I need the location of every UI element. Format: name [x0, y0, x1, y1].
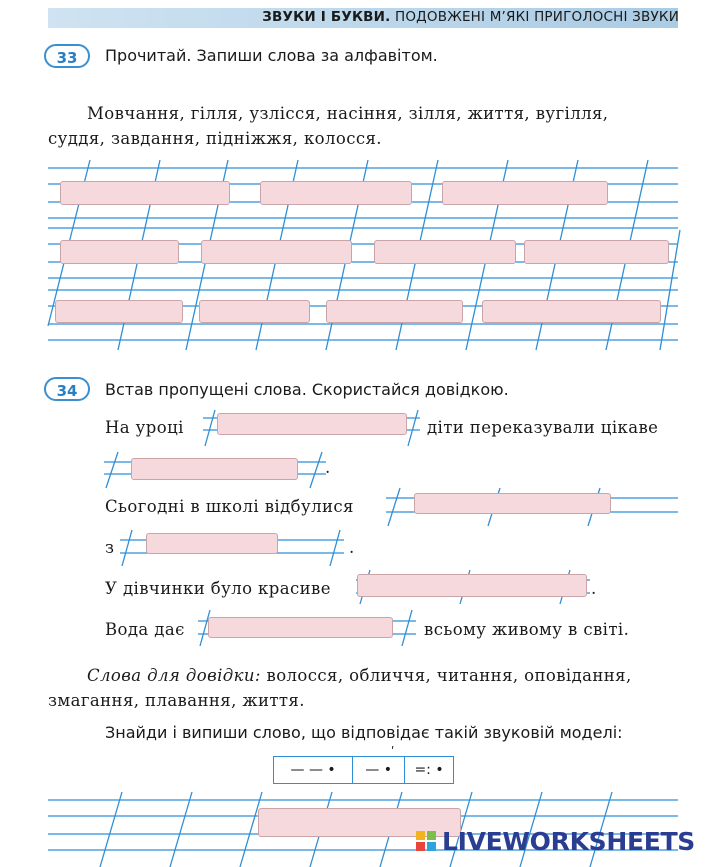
sound-model-part-3: =: • [414, 762, 444, 778]
answer-field-34-4[interactable] [146, 533, 278, 554]
answer-field-34-5[interactable] [357, 574, 587, 597]
answer-field-33-1[interactable] [60, 181, 230, 205]
answer-field-33-3[interactable] [442, 181, 608, 205]
answer-field-33-6[interactable] [374, 240, 516, 264]
sentence-3-end: . [591, 579, 597, 598]
sentence-1-start: На уроці [105, 418, 184, 437]
section-title-rest: ПОДОВЖЕНІ М’ЯКІ ПРИГОЛОСНІ ЗВУКИ [395, 9, 679, 25]
exercise-34-number: 34 [44, 377, 90, 401]
section-title-bold: ЗВУКИ І БУКВИ. [262, 9, 391, 25]
sentence-4-start: Вода дає [105, 620, 185, 639]
answer-field-33-9[interactable] [199, 300, 310, 323]
exercise-34-instruction: Встав пропущені слова. Скористайся довідкою. [105, 380, 509, 399]
answer-field-34-3[interactable] [414, 493, 611, 514]
sound-model-task: Знайди і випиши слово, що відповідає такій звуковій моделі: [105, 723, 623, 742]
sentence-4-end: всьому живому в світі. [424, 620, 630, 639]
answer-field-33-8[interactable] [55, 300, 183, 323]
answer-field-33-10[interactable] [326, 300, 463, 323]
hint-line-2: змагання, плавання, життя. [48, 691, 305, 710]
sentence-3-start: У дівчинки було красиве [105, 579, 331, 598]
answer-field-33-2[interactable] [260, 181, 412, 205]
sentence-1-middle: діти переказували цікаве [427, 418, 659, 437]
sentence-2-z: з [105, 538, 115, 557]
model-accent-mark: ʹ [391, 745, 395, 759]
answer-field-34-1[interactable] [217, 413, 407, 435]
sound-model [273, 756, 454, 784]
sentence-2-end: . [349, 538, 355, 557]
answer-field-34-2[interactable] [131, 458, 298, 480]
liveworksheets-logo-text: LIVEWORKSHEETS [441, 826, 695, 856]
answer-field-33-7[interactable] [524, 240, 669, 264]
exercise-33-text-line1: Мовчання, гілля, узлісся, насіння, зілля, життя, вугілля, [87, 104, 609, 123]
sound-model-part-1: — — • [274, 757, 353, 783]
hint-label: Слова для довідки: [87, 666, 261, 685]
exercise-33-number: 33 [44, 44, 90, 68]
liveworksheets-mark-icon [416, 829, 440, 853]
sound-model-part-2: — • [353, 757, 405, 783]
exercise-33-instruction: Прочитай. Запиши слова за алфавітом. [105, 46, 438, 65]
answer-field-34-6[interactable] [208, 617, 393, 638]
exercise-33-text-line2: суддя, завдання, підніжжя, колосся. [48, 129, 382, 148]
liveworksheets-logo [416, 827, 695, 855]
hint-words-1: волосся, обличчя, читання, оповідання, [266, 666, 632, 685]
hint-line-1 [87, 666, 632, 685]
answer-field-33-5[interactable] [201, 240, 352, 264]
sentence-2-start: Сьогодні в школі відбулися [105, 497, 354, 516]
sentence-1-end: . [325, 458, 331, 477]
answer-field-33-11[interactable] [482, 300, 661, 323]
answer-field-33-4[interactable] [60, 240, 179, 264]
